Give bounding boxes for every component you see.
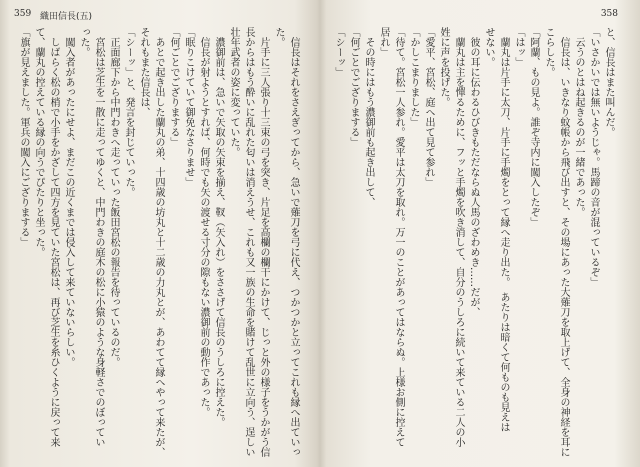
text-column: った。 <box>78 27 89 57</box>
body-text <box>16 27 301 459</box>
text-column: 蘭丸は主を憚るために、フッと手燭を吹き消して、自分のうしろに続いて来ている二人の小 <box>453 27 464 447</box>
text-column: 「愛平、宮松、庭へ出て見て参れ」 <box>423 27 434 187</box>
text-column: 宮松は芝生を一散に走ってゆくと、中門わきの庭木の松に小猿のような身軽さでのぼってい <box>93 27 104 447</box>
text-column: 「旗が見えました。軍兵の闖入にござりまする」 <box>18 27 29 247</box>
text-column: 片手に三人張り十三束の弓を突き、片足を高欄の欄干にかけて、じっと外の様子をうかがう信 <box>258 27 269 457</box>
text-column: 「シーッ」 <box>333 27 344 77</box>
text-column: 壮年武者の姿に変っていた。 <box>228 27 239 157</box>
text-column: 「かしこまりました」 <box>408 27 419 127</box>
text-column: 居れ」 <box>378 27 389 57</box>
text-column: と、信長はまた叫んだ。 <box>603 27 614 137</box>
text-column: せない。 <box>483 27 494 67</box>
text-column: 正面廊下から中門わきへ走っていった飯田宮松の報告を待っているのだ。 <box>108 27 119 367</box>
page-number: 359 <box>14 9 32 19</box>
text-column: 信長が射ようとすれば、何時でも矢の渡せる寸分の隙もない濃御前の動作であった。 <box>198 27 209 417</box>
page-number: 358 <box>600 9 618 19</box>
body-text <box>331 27 616 459</box>
text-column: こらした。 <box>543 27 554 77</box>
text-column: その時にはもう濃御前も起き出して、 <box>363 27 374 207</box>
text-column: た。 <box>273 27 284 47</box>
text-column: 「シーッ」と、発言を封じていった。 <box>123 27 134 197</box>
text-column: 姓に声を投げた。 <box>438 27 449 107</box>
text-column: 蘭丸は片手に太刀、片手に手燭をとって縁へ走り出た。 あたりは暗くて何ものも見えは <box>498 27 509 432</box>
text-column: しばらく松の梢で小手をかざして四方を見ていた宮松は、再び芝生を糸ひくように戻って来 <box>48 27 59 447</box>
text-column: 云うのとはね起きるのが一緒であった。 <box>573 27 584 217</box>
text-column: 「阿蘭、もの見よ。誰ぞ寺内に闖入したぞ」 <box>528 27 539 227</box>
text-column: 「眠りこけていて御免なさりませ」 <box>183 27 194 187</box>
text-column: 濃御前は、急いで矢取の矢束を揃え、靫（矢入れ）をささげて信長のうしろに控えた。 <box>213 27 224 427</box>
text-column: あとで起き出した蘭丸の弟、十四歳の坊丸と十二歳の力丸とが、あわてて縁へやって来たが、 <box>153 27 164 457</box>
text-column: 「何ごとでござりまする」 <box>348 27 359 147</box>
text-column: 「何ごとでござりまする」 <box>168 27 179 147</box>
text-column: 信長はそれをさえぎってから、急いで薙刀を弓に代え、つかつかと立ってこれも縁へ出ていっ <box>288 27 299 457</box>
text-column: 長からはもう酔いに乱れた匂いは消えうせ、これも又一族の生命を賭けて乱世に立向う、逞しい <box>243 27 254 457</box>
text-column: 彼の耳に伝わるひびきもただならぬ人馬のざわめき……だが、 <box>468 27 479 317</box>
text-column: それもまた信長は、 <box>138 27 149 117</box>
right-page <box>320 0 640 467</box>
running-title: 織田信長(五) <box>40 12 93 22</box>
text-column: 「はッ」 <box>513 27 524 67</box>
text-column: て、蘭丸の控えている縁の向うでぴたりと坐った。 <box>33 27 44 257</box>
text-column: 闖入者があったにせよ、まだこの近くまでは侵入して来ていないらしい。 <box>63 27 74 367</box>
text-column: 信長は、いきなり蚊帳から飛び出すと、その場にあった大薙刀を取上げて、全身の神経を耳に <box>558 27 569 457</box>
text-column: 「待て。宮松一人参れ。愛平は太刀を取れ。万一のことがあってはならぬ。上様お側に控えて <box>393 27 404 447</box>
text-column: 「いさかいでは無いようじゃ。馬蹄の音が混っているぞ」 <box>588 27 599 287</box>
